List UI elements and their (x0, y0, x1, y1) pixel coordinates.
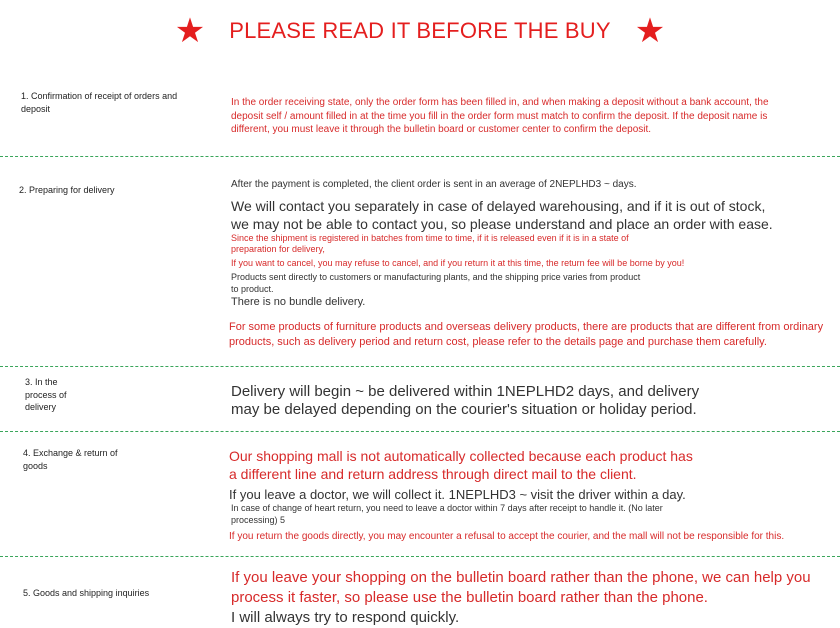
furniture-notice-text: For some products of furniture products and overseas delivery products, there are products that are different from ordinary products, such as delivery period and return cost, please refer to the details page and purchase them carefully. (229, 321, 824, 348)
section-body (231, 96, 803, 137)
star-icon-left: ★ (174, 12, 206, 50)
section-body (231, 383, 731, 419)
section-label: 3. In the process of delivery (25, 377, 67, 412)
section-label: 2. Preparing for delivery (19, 185, 115, 195)
deposit-text: In the order receiving state, only the order form has been filled in, and when making a deposit without a bank account, the deposit self / amount filled in at the time you fill in the order form must match to confirm the deposit. If the deposit name is different, you must leave it through the bulletin board or customer center to confirm the deposit. (231, 97, 769, 135)
section-exchange-return (0, 432, 840, 556)
section-label: 5. Goods and shipping inquiries (23, 588, 150, 598)
page-title: PLEASE READ IT BEFORE THE BUY (229, 18, 611, 43)
section-inquiries (0, 557, 840, 628)
star-icon-right: ★ (634, 12, 666, 50)
section-body (231, 568, 821, 627)
page-header (0, 10, 840, 52)
change-of-heart-text: In case of change of heart return, you need to leave a doctor within 7 days after receipt to handle it. (No later processing) 5 (231, 503, 663, 525)
section-label: 1. Confirmation of receipt of orders and deposit (21, 91, 178, 114)
section-label: 4. Exchange & return of goods (23, 448, 118, 471)
payment-text: After the payment is completed, the client order is sent in an average of 2NEPLHD3 ~ days. (231, 179, 637, 190)
doctor-collect-text: If you leave a doctor, we will collect it. 1NEPLHD3 ~ visit the driver within a day. (229, 487, 686, 502)
delivery-period-text: Delivery will begin ~ be delivered within 1NEPLHD2 days, and delivery may be delayed depending on the courier's situation or holiday period. (231, 383, 700, 418)
auto-collect-text: Our shopping mall is not automatically collected because each product has a different line and return address through direct mail to the client. (229, 448, 693, 482)
direct-return-warning-text: If you return the goods directly, you may encounter a refusal to accept the courier, and the mall will not be responsible for this. (229, 531, 785, 542)
section-in-delivery (0, 367, 840, 431)
respond-quickly-text: I will always try to respond quickly. (231, 609, 460, 626)
bulletin-board-text: If you leave your shopping on the bulletin board rather than the phone, we can help you process it faster, so please use the bulletin board rather than the phone. (231, 569, 811, 606)
delay-contact-text: We will contact you separately in case of delayed warehousing, and if it is out of stock, we may not be able to contact you, so please understand and place an order with ease. (231, 197, 773, 232)
direct-shipping-text: Products sent directly to customers or manufacturing plants, and the shipping price varies from product to product. (231, 272, 641, 294)
batch-shipment-text: Since the shipment is registered in batches from time to time, if it is released even if it is in a state of preparation for delivery, (231, 232, 629, 254)
section-body (229, 447, 834, 544)
cancel-return-fee-text: If you want to cancel, you may refuse to cancel, and if you return it at this time, the return fee will be borne by you! (231, 257, 685, 268)
section-preparing-delivery (0, 157, 840, 366)
section-order-confirmation (0, 86, 840, 156)
no-bundle-text: There is no bundle delivery. (231, 296, 366, 308)
section-note (229, 320, 834, 350)
section-body (231, 178, 776, 310)
